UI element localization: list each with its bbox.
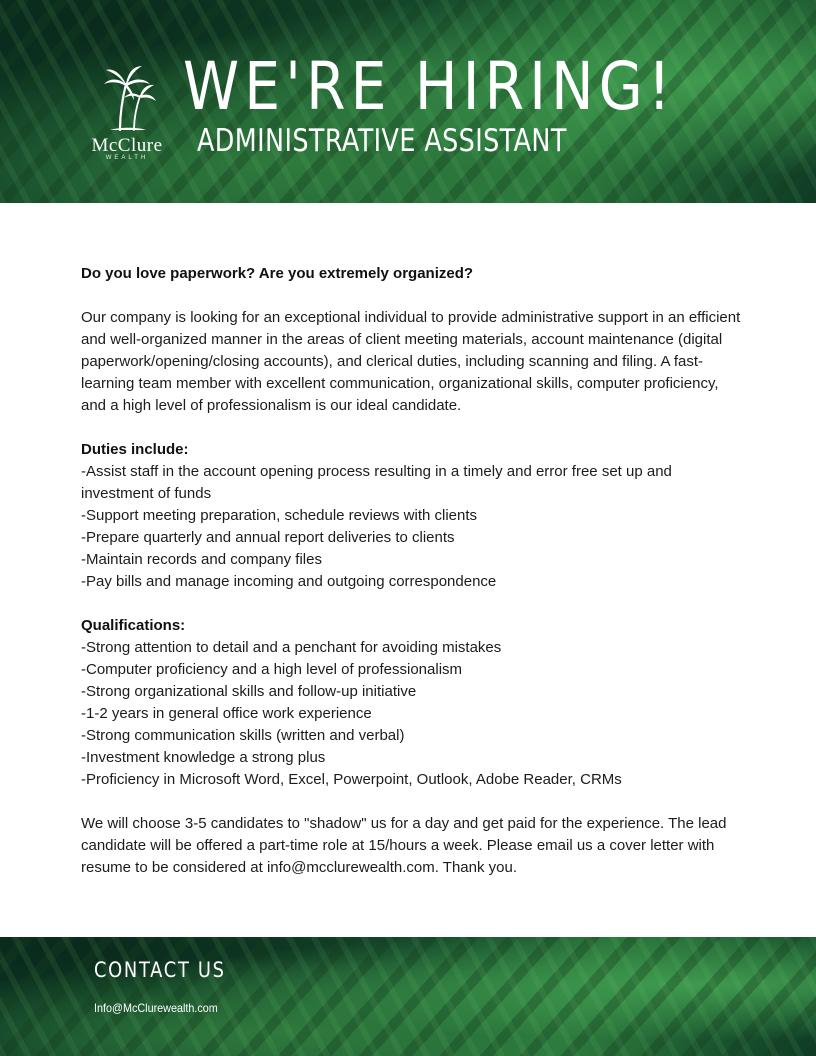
closing-paragraph: We will choose 3-5 candidates to "shadow" us for a day and get paid for the experience. The lead candidate will be offered a part-time role at 15/hours a week. Please email us a cover letter with resume to be considered at info@mcclurewealth.com. Thank you. — [81, 815, 727, 876]
contact-heading: CONTACT US — [94, 958, 226, 982]
spacer — [81, 417, 741, 439]
header-banner — [0, 0, 816, 203]
logo-subtitle: WEALTH — [105, 155, 149, 161]
contact-email-link[interactable]: Info@McClurewealth.com — [94, 1001, 218, 1015]
spacer — [81, 791, 741, 813]
duty-item: -Pay bills and manage incoming and outgoing correspondence — [81, 573, 497, 590]
duty-item: -Prepare quarterly and annual report deliveries to clients — [81, 529, 455, 546]
qualifications-heading: Qualifications: — [81, 617, 186, 634]
duty-item: -Support meeting preparation, schedule reviews with clients — [81, 507, 478, 524]
qualification-item: -Strong organizational skills and follow-up initiative — [81, 683, 417, 700]
spacer — [81, 593, 741, 615]
duties-heading: Duties include: — [81, 441, 189, 458]
qualification-item: -1-2 years in general office work experience — [81, 705, 372, 722]
description-paragraph: Our company is looking for an exceptional individual to provide administrative support in an efficient and well-organized manner in the areas of client meeting materials, account maintenance (digital paperwork/opening/closing accounts), and clerical duties, including scanning and filing. A fast-learning team member with excellent communication, organizational skills, computer proficiency, and a high level of professionalism is our ideal candidate. — [81, 309, 741, 414]
duty-item: -Assist staff in the account opening process resulting in a timely and error free set up and investment of funds — [81, 463, 672, 502]
logo-wordmark: McClure — [91, 135, 163, 156]
footer-banner — [0, 937, 816, 1056]
qualification-item: -Investment knowledge a strong plus — [81, 749, 326, 766]
job-title: ADMINISTRATIVE ASSISTANT — [197, 123, 567, 159]
job-description — [81, 263, 741, 879]
intro-question: Do you love paperwork? Are you extremely organized? — [81, 265, 474, 282]
headline: WE'RE HIRING! — [183, 48, 676, 125]
duty-item: -Maintain records and company files — [81, 551, 322, 568]
palm-trees-icon — [80, 64, 174, 134]
qualification-item: -Strong communication skills (written and verbal) — [81, 727, 405, 744]
qualification-item: -Computer proficiency and a high level of professionalism — [81, 661, 463, 678]
company-logo — [80, 64, 174, 164]
qualification-item: -Strong attention to detail and a penchant for avoiding mistakes — [81, 639, 502, 656]
qualification-item: -Proficiency in Microsoft Word, Excel, Powerpoint, Outlook, Adobe Reader, CRMs — [81, 771, 622, 788]
spacer — [81, 285, 741, 307]
